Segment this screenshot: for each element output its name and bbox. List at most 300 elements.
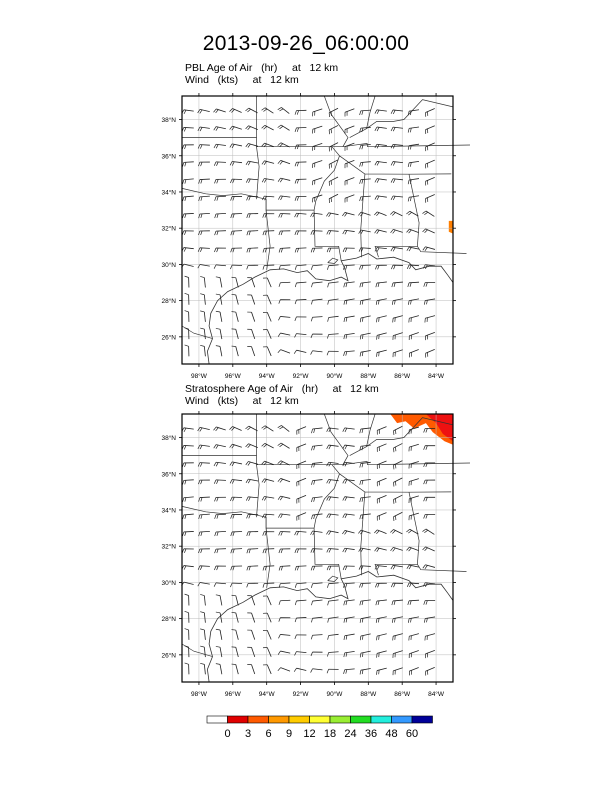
wind-barb-staff bbox=[393, 443, 402, 447]
wind-barb bbox=[246, 161, 258, 165]
wind-barb-feather bbox=[246, 143, 249, 146]
wind-barb bbox=[360, 316, 370, 322]
wind-barb-feather bbox=[278, 496, 280, 500]
wind-barb-feather bbox=[247, 566, 248, 570]
wind-barb-feather bbox=[311, 446, 312, 450]
wind-barb bbox=[393, 461, 402, 470]
wind-barb bbox=[343, 497, 355, 501]
wind-barb-staff bbox=[281, 125, 289, 130]
wind-barb-staff bbox=[426, 109, 435, 113]
wind-barb-feather bbox=[280, 462, 283, 465]
wind-barb-feather bbox=[217, 497, 218, 501]
wind-barb-feather bbox=[295, 111, 296, 115]
wind-barb-feather bbox=[327, 334, 328, 338]
wind-barb-feather bbox=[392, 283, 393, 287]
wind-barb-feather bbox=[249, 514, 251, 518]
wind-barb-feather bbox=[346, 601, 347, 605]
wind-barb-feather bbox=[217, 566, 219, 570]
wind-barb bbox=[426, 177, 435, 185]
wind-barb bbox=[423, 529, 435, 534]
wind-barb bbox=[263, 278, 271, 287]
wind-barb-feather bbox=[248, 497, 250, 501]
wind-barb bbox=[359, 248, 371, 252]
wind-barb-feather bbox=[346, 670, 347, 674]
wind-barb-feather bbox=[185, 276, 189, 277]
wind-barb bbox=[247, 295, 255, 305]
wind-barb-feather bbox=[248, 127, 251, 130]
wind-barb-feather bbox=[359, 266, 360, 270]
wind-barb-feather bbox=[214, 566, 216, 570]
wind-barb-staff bbox=[329, 583, 339, 584]
wind-barb-feather bbox=[247, 196, 249, 200]
wind-barb-staff bbox=[313, 126, 322, 129]
wind-barb bbox=[344, 651, 355, 657]
wind-barb-feather bbox=[297, 566, 298, 570]
wind-barb-feather bbox=[313, 248, 314, 252]
wind-barb bbox=[232, 664, 239, 674]
wind-barb-feather bbox=[263, 231, 264, 235]
wind-barb-feather bbox=[311, 334, 313, 338]
wind-barb-feather bbox=[217, 532, 218, 536]
wind-barb-feather bbox=[185, 463, 186, 467]
wind-barb-staff bbox=[361, 144, 371, 145]
wind-barb-feather bbox=[359, 566, 361, 570]
wind-barb-feather bbox=[408, 197, 409, 201]
wind-barb-staff bbox=[425, 316, 435, 319]
wind-barb-feather bbox=[233, 214, 234, 218]
wind-barb bbox=[377, 350, 387, 357]
wind-barb-staff bbox=[296, 213, 306, 214]
wind-barb-staff bbox=[267, 648, 271, 657]
wind-barb-feather bbox=[182, 532, 183, 536]
wind-barb bbox=[297, 444, 306, 452]
wind-barb bbox=[326, 213, 338, 217]
wind-barb-feather bbox=[311, 531, 313, 535]
lon-tick-label: 96°W bbox=[224, 691, 241, 698]
wind-barb bbox=[407, 247, 419, 251]
wind-barb bbox=[182, 145, 193, 149]
wind-barb bbox=[185, 629, 189, 640]
wind-barb-feather bbox=[407, 583, 409, 587]
wind-barb-feather bbox=[327, 351, 329, 355]
wind-barb bbox=[246, 444, 258, 448]
wind-barb-feather bbox=[392, 619, 393, 623]
wind-barb-feather bbox=[262, 178, 264, 182]
wind-barb-feather bbox=[344, 670, 345, 674]
wind-barb-feather bbox=[362, 318, 363, 322]
wind-barb-feather bbox=[424, 446, 425, 450]
wind-barb-feather bbox=[200, 612, 204, 613]
wind-barb-feather bbox=[295, 635, 297, 639]
wind-barb bbox=[359, 265, 370, 269]
wind-barb bbox=[328, 316, 339, 321]
wind-barb-staff bbox=[393, 651, 403, 654]
wind-barb-staff bbox=[267, 665, 271, 674]
wind-barb-staff bbox=[280, 265, 290, 266]
wind-barb-feather bbox=[246, 426, 249, 429]
wind-barb bbox=[199, 497, 210, 502]
wind-barb bbox=[327, 514, 339, 518]
wind-barb-feather bbox=[297, 111, 298, 115]
wind-barb bbox=[327, 248, 338, 252]
wind-barb-feather bbox=[297, 531, 299, 535]
wind-barb bbox=[375, 230, 387, 234]
wind-barb-feather bbox=[297, 248, 298, 252]
wind-barb bbox=[214, 497, 225, 501]
wind-barb-feather bbox=[214, 179, 215, 183]
wind-barb-staff bbox=[204, 596, 205, 606]
wind-barb bbox=[200, 311, 205, 322]
state-border-tennessee-south bbox=[340, 156, 452, 174]
wind-barb-staff bbox=[204, 630, 205, 640]
wind-barb-feather bbox=[214, 248, 216, 252]
wind-barb-staff bbox=[361, 668, 371, 670]
wind-barb-feather bbox=[376, 636, 377, 640]
wind-barb bbox=[392, 282, 403, 287]
wind-barb bbox=[182, 213, 193, 218]
wind-barb bbox=[183, 179, 194, 184]
wind-barb bbox=[247, 214, 258, 218]
colorbar-label: 60 bbox=[405, 728, 419, 740]
wind-barb bbox=[229, 427, 241, 431]
wind-barb-feather bbox=[184, 446, 186, 450]
wind-barb-feather bbox=[278, 107, 282, 109]
wind-barb bbox=[278, 443, 290, 448]
wind-barb-feather bbox=[408, 180, 409, 184]
wind-barb-staff bbox=[426, 126, 435, 130]
wind-barb bbox=[278, 316, 290, 320]
wind-barb bbox=[263, 248, 274, 253]
wind-barb-feather bbox=[328, 618, 329, 622]
wind-barb-feather bbox=[295, 128, 296, 132]
wind-barb-staff bbox=[236, 630, 239, 640]
wind-barb bbox=[375, 265, 386, 269]
wind-barb-feather bbox=[345, 531, 347, 534]
wind-barb-staff bbox=[204, 329, 205, 339]
wind-barb bbox=[297, 427, 306, 435]
wind-barb-feather bbox=[346, 317, 347, 321]
map-panel-pbl-age bbox=[150, 86, 470, 390]
wind-barb-feather bbox=[201, 515, 202, 519]
wind-barb-staff bbox=[200, 179, 210, 180]
wind-barb bbox=[343, 428, 355, 432]
wind-barb-staff bbox=[267, 278, 271, 287]
wind-barb-feather bbox=[263, 266, 264, 270]
wind-barb-staff bbox=[200, 463, 210, 464]
wind-barb-feather bbox=[393, 162, 395, 166]
wind-barb-staff bbox=[184, 445, 194, 446]
wind-barb-feather bbox=[231, 532, 232, 536]
wind-barb-staff bbox=[236, 329, 239, 339]
colorbar-swatch bbox=[330, 716, 351, 723]
wind-barb-staff bbox=[313, 617, 323, 618]
wind-barb-feather bbox=[184, 428, 186, 432]
wind-barb bbox=[198, 445, 210, 449]
wind-barb-staff bbox=[393, 668, 403, 671]
wind-barb-feather bbox=[278, 634, 280, 638]
wind-barb-feather bbox=[409, 566, 411, 570]
wind-barb-staff bbox=[361, 617, 371, 619]
wind-barb bbox=[216, 629, 222, 640]
wind-barb bbox=[297, 495, 306, 503]
wind-barb-feather bbox=[393, 548, 396, 551]
wind-barb-feather bbox=[216, 664, 220, 665]
wind-barb-staff bbox=[345, 126, 354, 130]
wind-barb bbox=[232, 630, 239, 640]
wind-barb-feather bbox=[409, 230, 412, 233]
wind-barb-staff bbox=[267, 330, 271, 339]
wind-barb bbox=[409, 650, 419, 658]
wind-barb-feather bbox=[265, 549, 266, 553]
wind-barb-feather bbox=[279, 248, 280, 252]
wind-barb bbox=[311, 231, 323, 235]
wind-barb bbox=[408, 282, 419, 287]
wind-barb-feather bbox=[343, 248, 345, 252]
wind-barb bbox=[263, 583, 274, 588]
wind-barb bbox=[409, 316, 419, 323]
wind-barb bbox=[423, 265, 435, 269]
wind-barb-staff bbox=[252, 347, 255, 356]
wind-barb-feather bbox=[327, 514, 329, 518]
wind-barb-feather bbox=[216, 480, 218, 484]
wind-barb-feather bbox=[362, 601, 363, 605]
wind-barb-feather bbox=[376, 301, 377, 305]
wind-barb-feather bbox=[229, 427, 232, 430]
wind-barb-feather bbox=[311, 549, 313, 553]
wind-barb bbox=[425, 650, 434, 658]
wind-barb-staff bbox=[345, 316, 355, 318]
wind-barb bbox=[278, 651, 290, 655]
wind-barb-feather bbox=[426, 428, 427, 432]
wind-barb bbox=[279, 618, 291, 622]
wind-barb-feather bbox=[344, 335, 345, 339]
wind-barb-staff bbox=[361, 248, 371, 249]
wind-barb-staff bbox=[361, 333, 371, 335]
wind-barb-feather bbox=[374, 530, 377, 533]
wind-barb-feather bbox=[278, 443, 281, 446]
wind-barb-feather bbox=[200, 646, 204, 647]
wind-barb-feather bbox=[361, 548, 363, 552]
wind-barb-staff bbox=[409, 668, 418, 672]
state-border-mississippi-alabama bbox=[361, 492, 365, 575]
wind-barb-feather bbox=[311, 463, 312, 467]
wind-barb-staff bbox=[297, 427, 306, 431]
wind-barb-feather bbox=[328, 283, 329, 287]
wind-barb bbox=[311, 334, 323, 338]
wind-barb-feather bbox=[424, 515, 425, 519]
wind-barb-feather bbox=[201, 179, 202, 183]
wind-barb-feather bbox=[362, 128, 363, 132]
wind-barb bbox=[200, 328, 205, 339]
wind-barb bbox=[408, 600, 419, 605]
wind-barb-feather bbox=[263, 109, 266, 112]
wind-barb bbox=[199, 531, 210, 536]
wind-barb bbox=[247, 613, 255, 623]
wind-barb bbox=[216, 328, 222, 339]
wind-barb bbox=[311, 669, 323, 673]
wind-barb-staff bbox=[313, 669, 323, 670]
wind-barb bbox=[344, 282, 355, 287]
wind-barb-staff bbox=[409, 110, 419, 111]
wind-barb-feather bbox=[375, 196, 377, 200]
wind-barb-staff bbox=[216, 531, 226, 532]
wind-barb-staff bbox=[281, 425, 289, 431]
wind-barb bbox=[360, 196, 371, 201]
wind-barb-staff bbox=[313, 514, 323, 515]
wind-barb-feather bbox=[408, 111, 409, 115]
wind-barb-staff bbox=[296, 334, 306, 335]
wind-barb-feather bbox=[262, 461, 265, 464]
lon-tick-label: 94°W bbox=[258, 373, 275, 380]
wind-barb-feather bbox=[377, 196, 379, 200]
wind-barb bbox=[424, 282, 435, 286]
wind-barb-feather bbox=[311, 266, 312, 270]
wind-barb-staff bbox=[425, 617, 435, 619]
wind-barb-feather bbox=[183, 480, 184, 484]
wind-barb-feather bbox=[281, 196, 283, 200]
wind-barb-feather bbox=[249, 231, 250, 235]
wind-barb-staff bbox=[236, 647, 239, 657]
wind-barb-feather bbox=[345, 428, 347, 432]
wind-barb-feather bbox=[185, 162, 186, 166]
wind-barb-feather bbox=[328, 636, 329, 640]
wind-barb-feather bbox=[183, 180, 184, 184]
wind-barb-feather bbox=[360, 301, 361, 305]
wind-barb bbox=[311, 265, 322, 270]
wind-barb-staff bbox=[313, 109, 322, 112]
wind-barb-feather bbox=[279, 231, 280, 235]
wind-barb-feather bbox=[214, 583, 216, 587]
wind-barb-staff bbox=[297, 478, 306, 482]
wind-barb-feather bbox=[246, 461, 249, 464]
wind-barb bbox=[377, 513, 386, 521]
wind-barb-staff bbox=[361, 566, 371, 567]
wind-barb bbox=[182, 428, 194, 432]
wind-barb bbox=[327, 566, 338, 570]
wind-barb-feather bbox=[214, 427, 217, 430]
wind-barb-feather bbox=[409, 548, 412, 551]
wind-barb-feather bbox=[185, 629, 189, 630]
wind-barb-feather bbox=[183, 197, 184, 201]
wind-barb-feather bbox=[200, 629, 204, 630]
wind-barb bbox=[409, 350, 418, 358]
wind-barb-staff bbox=[296, 531, 306, 532]
wind-barb bbox=[311, 299, 322, 304]
wind-barb bbox=[360, 668, 371, 674]
wind-barb bbox=[185, 276, 189, 287]
wind-barb-staff bbox=[426, 529, 434, 534]
colorbar-label: 0 bbox=[224, 728, 231, 740]
wind-barb bbox=[262, 161, 274, 165]
wind-barb bbox=[247, 664, 255, 674]
wind-barb-feather bbox=[216, 612, 220, 613]
lon-tick-label: 88°W bbox=[360, 691, 377, 698]
wind-barb bbox=[311, 282, 322, 287]
wind-barb-feather bbox=[311, 283, 312, 287]
wind-barb-staff bbox=[409, 332, 418, 335]
wind-barb-feather bbox=[311, 635, 312, 639]
wind-barb bbox=[358, 212, 370, 216]
wind-barb-staff bbox=[296, 282, 306, 283]
wind-barb-staff bbox=[409, 179, 419, 180]
wind-barb-feather bbox=[424, 530, 427, 533]
wind-barb-staff bbox=[297, 513, 306, 517]
wind-barb-staff bbox=[329, 548, 339, 549]
wind-barb-feather bbox=[391, 229, 394, 232]
wind-barb-feather bbox=[217, 179, 218, 183]
wind-barb bbox=[358, 530, 370, 534]
wind-barb-staff bbox=[265, 443, 274, 448]
lat-tick-label: 30°N bbox=[161, 261, 176, 269]
wind-barb-feather bbox=[216, 110, 219, 113]
wind-barb bbox=[345, 109, 354, 117]
wind-barb-feather bbox=[375, 583, 376, 587]
wind-barb-feather bbox=[423, 565, 426, 568]
state-border-texas bbox=[182, 188, 270, 269]
wind-barb-staff bbox=[409, 617, 419, 619]
wind-barb-staff bbox=[313, 583, 323, 584]
wind-barb-staff bbox=[220, 647, 222, 657]
wind-barb-feather bbox=[200, 276, 204, 277]
wind-barb-staff bbox=[377, 478, 386, 482]
wind-barb-staff bbox=[426, 195, 435, 199]
wind-barb-feather bbox=[246, 179, 248, 183]
wind-barb bbox=[377, 651, 387, 658]
wind-barb-feather bbox=[391, 547, 394, 550]
wind-barb-feather bbox=[379, 318, 380, 322]
wind-barb-feather bbox=[344, 301, 345, 305]
wind-barb-feather bbox=[343, 428, 345, 432]
wind-barb bbox=[230, 126, 242, 130]
wind-barb-feather bbox=[378, 283, 379, 287]
wind-barb-feather bbox=[263, 549, 264, 553]
state-border-alabama bbox=[375, 492, 419, 575]
wind-barb-feather bbox=[424, 480, 425, 484]
wind-barb-feather bbox=[246, 497, 248, 501]
wind-barb-feather bbox=[280, 144, 283, 147]
lon-tick-label: 98°W bbox=[190, 373, 207, 380]
wind-barb-feather bbox=[278, 196, 280, 200]
wind-barb bbox=[262, 125, 274, 130]
wind-barb bbox=[327, 265, 338, 270]
wind-barb-feather bbox=[360, 197, 361, 201]
wind-barb-feather bbox=[183, 162, 184, 166]
wind-barb-staff bbox=[329, 194, 338, 199]
wind-barb-feather bbox=[249, 248, 250, 252]
wind-barb-staff bbox=[426, 160, 435, 164]
wind-barb-feather bbox=[185, 345, 189, 346]
wind-barb-feather bbox=[394, 283, 395, 287]
wind-barb-feather bbox=[201, 532, 202, 536]
wind-barb-feather bbox=[264, 161, 266, 164]
wind-barb-feather bbox=[376, 601, 377, 605]
wind-barb bbox=[200, 612, 205, 623]
wind-barb-staff bbox=[220, 295, 222, 305]
wind-barb bbox=[246, 179, 258, 183]
wind-barb bbox=[232, 294, 239, 304]
wind-barb-staff bbox=[220, 346, 222, 356]
wind-barb bbox=[262, 178, 274, 182]
wind-barb bbox=[311, 480, 322, 485]
wind-barb-feather bbox=[393, 196, 395, 200]
lon-tick-label: 92°W bbox=[292, 691, 309, 698]
wind-barb bbox=[360, 282, 371, 287]
colorbar-swatch bbox=[351, 716, 372, 723]
wind-barb-staff bbox=[200, 248, 210, 249]
wind-barb-feather bbox=[408, 212, 411, 215]
wind-barb-feather bbox=[278, 425, 282, 427]
wind-barb bbox=[247, 549, 258, 554]
